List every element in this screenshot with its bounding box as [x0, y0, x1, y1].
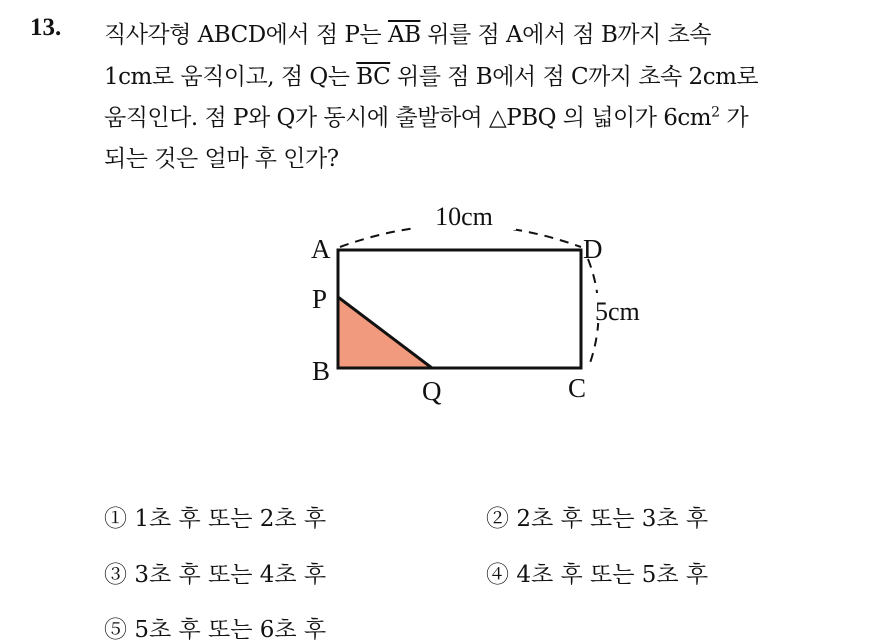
triangle-pbq [338, 297, 432, 368]
choice-number: ③ [104, 562, 127, 588]
rectangle-figure [300, 195, 680, 415]
choice-number: ② [486, 506, 509, 532]
segment-bc: $\overline{BC}$ [356, 64, 391, 90]
vertex-label-c: C [568, 373, 587, 403]
choice-2[interactable] [486, 500, 708, 533]
choice-number: ④ [486, 562, 509, 588]
question-text: 직사각형 ABCD에서 점 P는 [104, 22, 388, 48]
choice-3[interactable] [104, 556, 326, 589]
vertex-label-a: A [311, 234, 331, 264]
question-line-4: 되는 것은 얼마 후 인가? [104, 146, 339, 172]
question-line-3 [104, 99, 748, 132]
exponent: 2 [711, 104, 720, 121]
question-text: 가 [719, 105, 749, 131]
choice-4[interactable] [486, 556, 708, 589]
question-text: 1cm로 움직이고, 점 Q는 [104, 64, 357, 90]
choice-number: ① [104, 506, 127, 532]
question-text: 위를 점 A에서 점 B까지 초속 [420, 22, 712, 48]
vertex-label-p: P [312, 284, 328, 314]
vertex-label-d: D [583, 234, 603, 264]
question-number: 13. [30, 14, 62, 41]
choice-1[interactable] [104, 500, 326, 533]
segment-ab: $\overline{AB}$ [387, 22, 421, 48]
question-line-2 [104, 58, 758, 91]
question-text: 움직인다. 점 P와 Q가 동시에 출발하여 △PBQ 의 넓이가 6cm [104, 105, 712, 131]
choice-number: ⑤ [104, 617, 127, 643]
choice-5[interactable] [104, 611, 326, 644]
width-label: 10cm [435, 202, 493, 231]
choice-text: 3초 후 또는 4초 후 [134, 562, 327, 588]
choice-text: 5초 후 또는 6초 후 [134, 617, 327, 643]
question-line-1 [104, 16, 711, 49]
choice-text: 1초 후 또는 2초 후 [134, 506, 327, 532]
height-label: 5cm [595, 297, 640, 326]
vertex-label-q: Q [422, 376, 442, 406]
choice-text: 2초 후 또는 3초 후 [516, 506, 709, 532]
question-text: 위를 점 B에서 점 C까지 초속 2cm로 [390, 64, 759, 90]
choice-text: 4초 후 또는 5초 후 [516, 562, 709, 588]
vertex-label-b: B [312, 356, 331, 386]
